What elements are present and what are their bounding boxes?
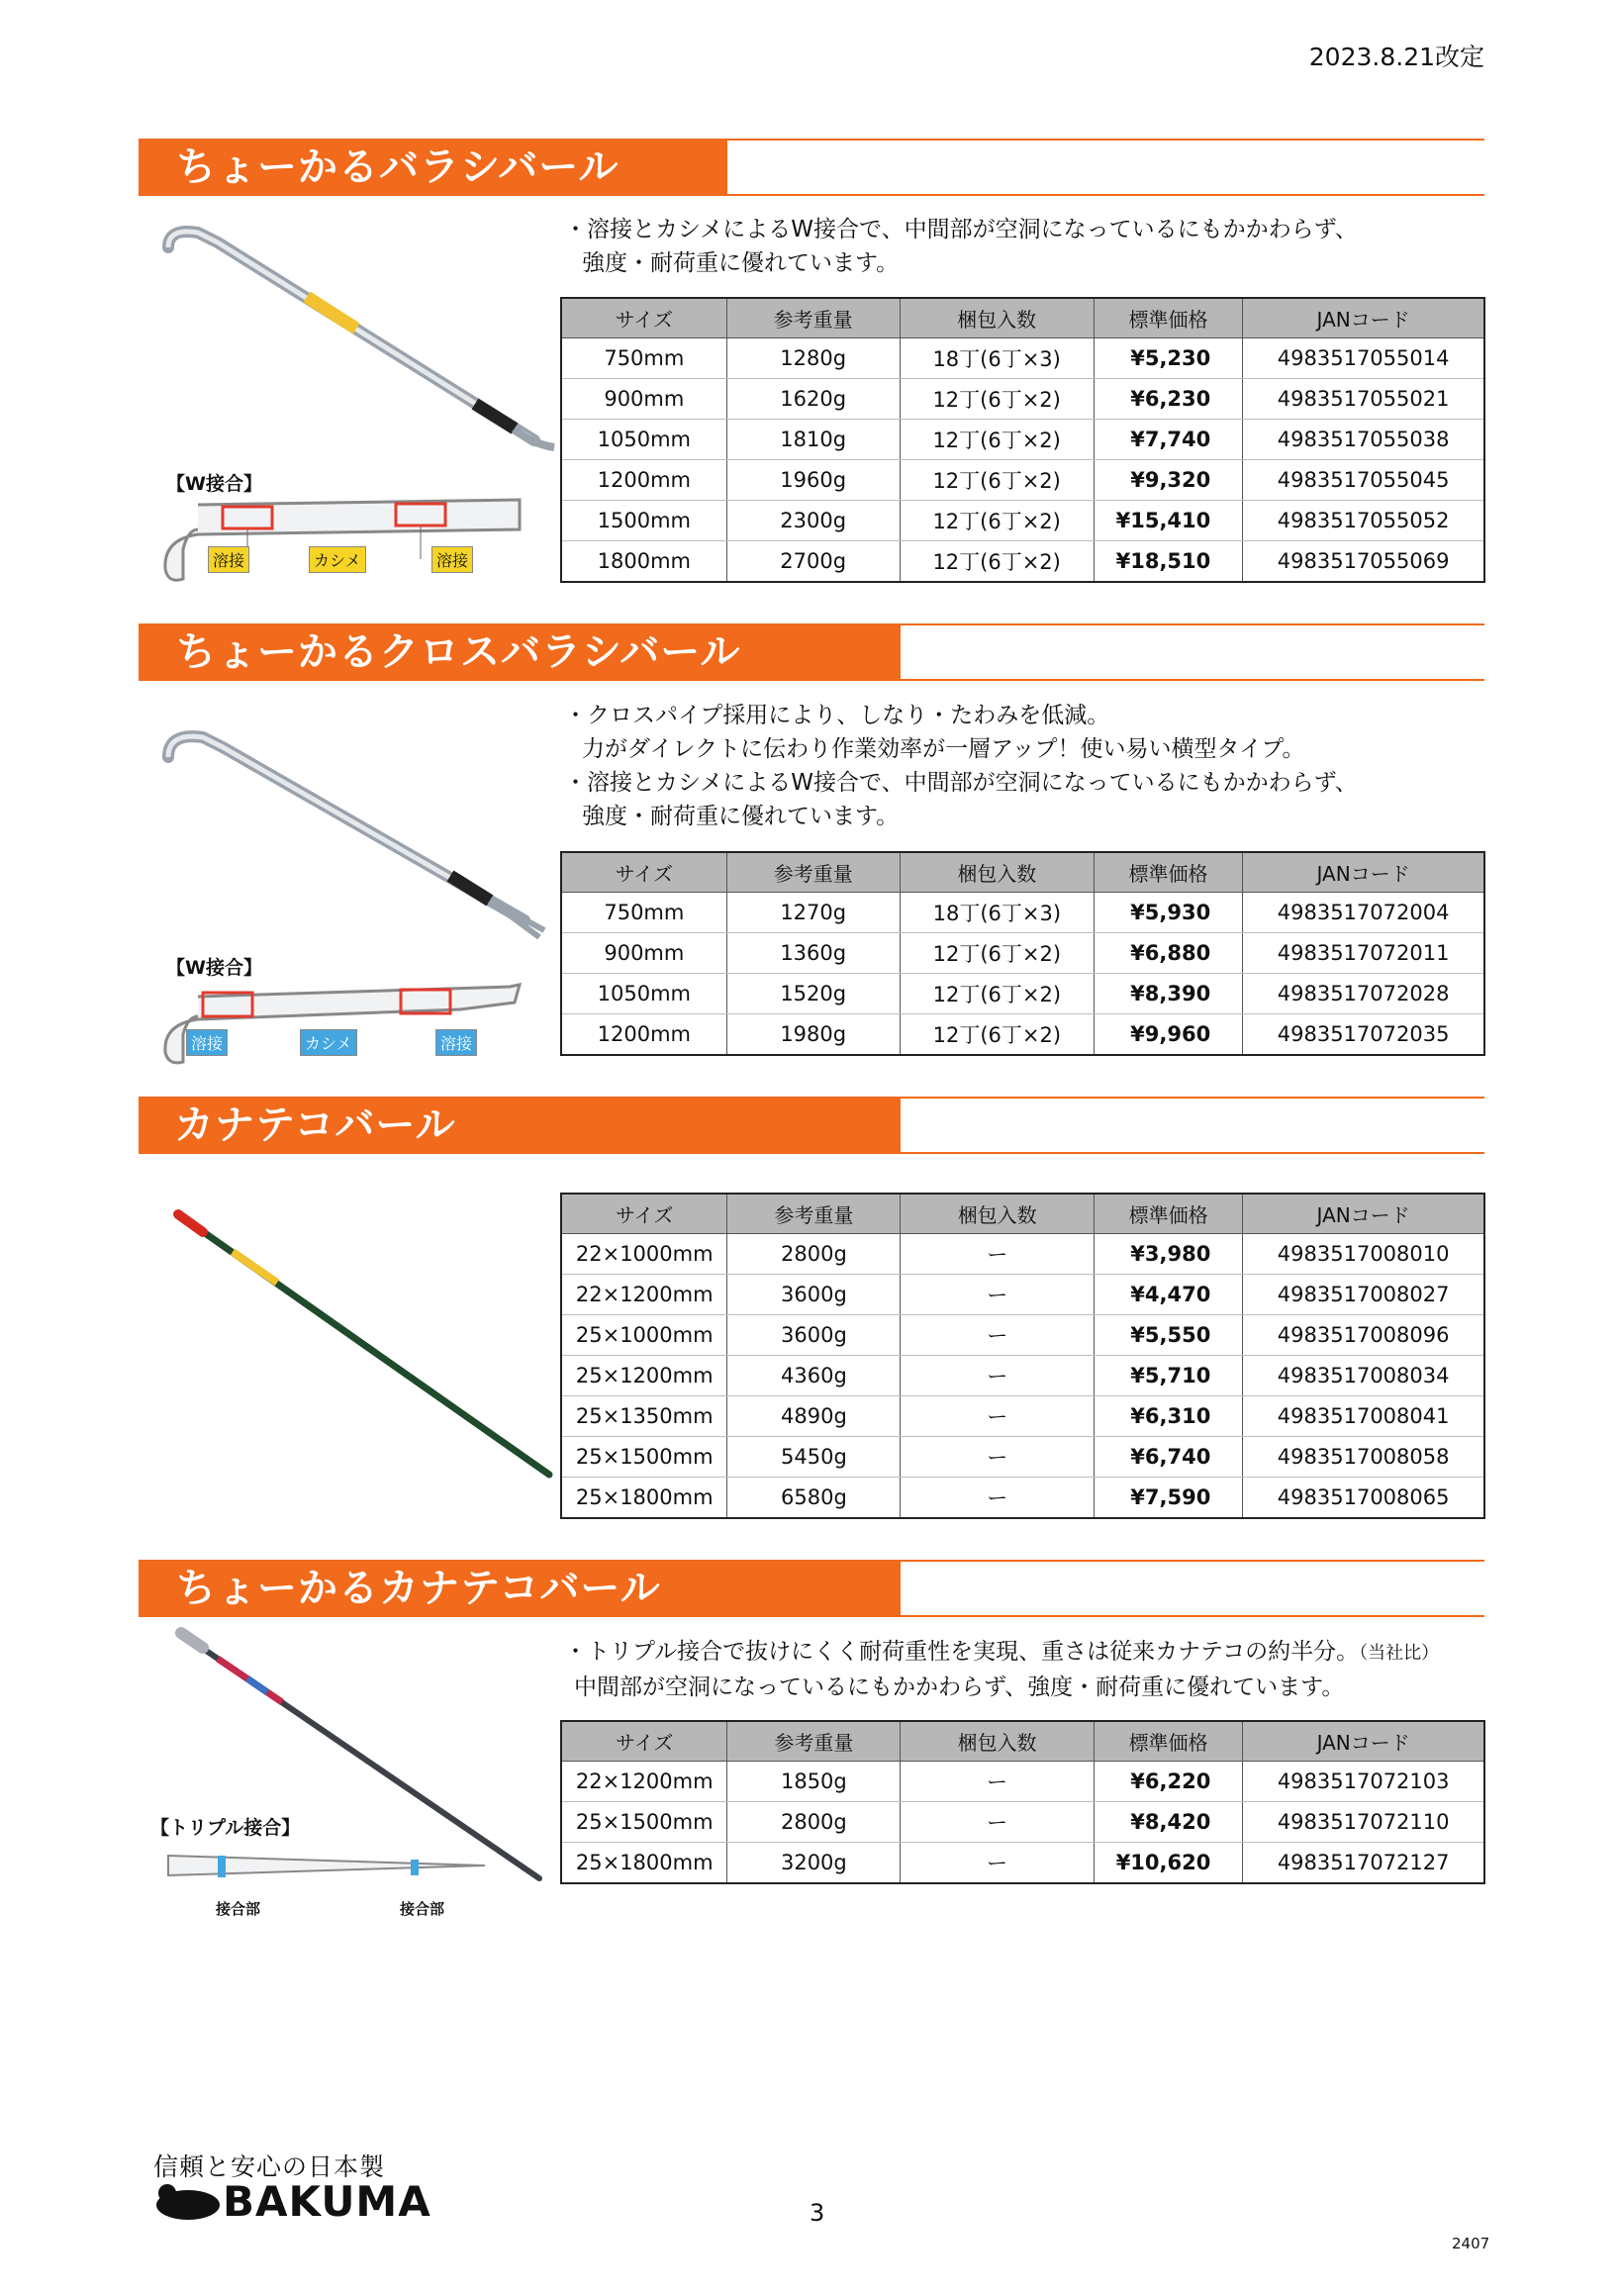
table-row: 1200mm 1980g 12丁(6丁×2) ¥9,960 4983517072035 xyxy=(561,1014,1484,1056)
joint-tag-caulk-1: カシメ xyxy=(309,546,366,573)
table-row: 25×1000mm 3600g ー ¥5,550 4983517008096 xyxy=(561,1315,1484,1356)
footer-tagline: 信頼と安心の日本製 xyxy=(153,2152,386,2181)
joint-label-1: 【W接合】 xyxy=(166,473,262,495)
table-row: 1050mm 1520g 12丁(6丁×2) ¥8,390 4983517072028 xyxy=(561,974,1484,1014)
section-title-2: ちょーかるクロスバラシバール xyxy=(176,629,741,675)
table-row: 1050mm 1810g 12丁(6丁×2) ¥7,740 4983517055038 xyxy=(561,420,1484,460)
joint-tag-weld-1b: 溶接 xyxy=(431,546,473,573)
spec-table-4: サイズ 参考重量 梱包入数 標準価格 JANコード 22×1200mm 1850g ー ¥6,220 4983517072103 25×1500mm 2800g ー ¥8,420 4983517072110 25×1800mm 3200g ー ¥10,620 4983517072127 xyxy=(560,1720,1485,1884)
table-row: 1500mm 2300g 12丁(6丁×2) ¥15,410 4983517055052 xyxy=(561,501,1484,541)
section-desc-2: ・クロスパイプ採用により、しなり・たわみを低減。 力がダイレクトに伝わり作業効率が一層アップ！使い易い横型タイプ。 ・溶接とカシメによるW接合で、中間部が空洞になっているにもかかわらず、 強度・耐荷重に優れています。 xyxy=(564,703,1358,829)
table-row: 22×1000mm 2800g ー ¥3,980 4983517008010 xyxy=(561,1234,1484,1275)
table-row: 1200mm 1960g 12丁(6丁×2) ¥9,320 4983517055045 xyxy=(561,460,1484,501)
bar-product-image-1 xyxy=(158,218,564,455)
spec-table-3: サイズ 参考重量 梱包入数 標準価格 JANコード 22×1000mm 2800g ー ¥3,980 4983517008010 22×1200mm 3600g ー ¥4,470 4983517008027 25×1000mm 3600g ー ¥5,550 4983517008096 25×1200mm 4360g ー ¥5,710 4983517008034 25×1350mm 4890g ー ¥6,310 4983517008041 25×1500mm 5450g ー ¥6,740 4983517008058 25×1800mm 6580g ー ¥7,590 4983517008065 xyxy=(560,1193,1485,1519)
joint-tag-4b: 接合部 xyxy=(400,1900,445,1918)
section-header-4 xyxy=(139,1560,1484,1617)
brand-logo-text: BAKUMA xyxy=(223,2177,431,2226)
table-row: 22×1200mm 1850g ー ¥6,220 4983517072103 xyxy=(561,1762,1484,1802)
table-row: 25×1350mm 4890g ー ¥6,310 4983517008041 xyxy=(561,1396,1484,1437)
joint-tag-weld-1: 溶接 xyxy=(208,546,249,573)
table-row: 900mm 1620g 12丁(6丁×2) ¥6,230 4983517055021 xyxy=(561,379,1484,420)
w-joint-diagram-1 xyxy=(153,490,529,594)
spec-table-1: サイズ 参考重量 梱包入数 標準価格 JANコード 750mm 1280g 18丁(6丁×3) ¥5,230 4983517055014 900mm 1620g 12丁(6丁×2) ¥6,230 4983517055021 1050mm 1810g 12丁(6丁×2) ¥7,740 4983517055038 1200mm 1960g 12丁(6丁×2) ¥9,320 4983517055045 1500mm 2300g 12丁(6丁×2) ¥15,410 4983517055052 1800mm 2700g 12丁(6丁×2) ¥18,510 4983517055069 xyxy=(560,297,1485,583)
table-row: 22×1200mm 3600g ー ¥4,470 4983517008027 xyxy=(561,1275,1484,1315)
section-desc-1: ・溶接とカシメによるW接合で、中間部が空洞になっているにもかかわらず、 強度・耐荷重に優れています。 xyxy=(564,217,1358,276)
crowbar-product-image-3 xyxy=(168,1202,564,1489)
table-row: 25×1200mm 4360g ー ¥5,710 4983517008034 xyxy=(561,1356,1484,1396)
joint-tag-weld-2: 溶接 xyxy=(186,1029,228,1056)
table-row: 750mm 1280g 18丁(6丁×3) ¥5,230 4983517055014 xyxy=(561,338,1484,379)
document-code: 2407 xyxy=(1452,2235,1490,2252)
table-row: 25×1800mm 6580g ー ¥7,590 4983517008065 xyxy=(561,1478,1484,1519)
page-number: 3 xyxy=(810,2199,825,2227)
w-joint-diagram-2 xyxy=(153,975,529,1074)
table-row: 750mm 1270g 18丁(6丁×3) ¥5,930 4983517072004 xyxy=(561,893,1484,933)
joint-tag-caulk-2: カシメ xyxy=(300,1029,357,1056)
bar-product-image-2 xyxy=(158,718,564,945)
spec-table-2: サイズ 参考重量 梱包入数 標準価格 JANコード 750mm 1270g 18丁(6丁×3) ¥5,930 4983517072004 900mm 1360g 12丁(6丁×2) ¥6,880 4983517072011 1050mm 1520g 12丁(6丁×2) ¥8,390 4983517072028 1200mm 1980g 12丁(6丁×2) ¥9,960 4983517072035 xyxy=(560,851,1485,1056)
section-desc-4: ・トリプル接合で抜けにくく耐荷重性を実現、重さは従来カナテコの約半分。（当社比） 中間部が空洞になっているにもかかわらず、強度・耐荷重に優れています。 xyxy=(564,1639,1440,1700)
joint-tag-weld-2b: 溶接 xyxy=(435,1029,477,1056)
section-title-1: ちょーかるバラシバール xyxy=(176,144,620,190)
triple-joint-diagram-4 xyxy=(158,1846,495,1895)
revision-date: 2023.8.21改定 xyxy=(1308,43,1484,71)
joint-label-2: 【W接合】 xyxy=(166,957,262,979)
section-title-4: ちょーかるカナテコバール xyxy=(176,1566,661,1611)
section-header-2 xyxy=(139,623,1484,681)
table-row: 900mm 1360g 12丁(6丁×2) ¥6,880 4983517072011 xyxy=(561,933,1484,974)
section-title-3: カナテコバール xyxy=(174,1102,456,1148)
table-row: 25×1500mm 5450g ー ¥6,740 4983517008058 xyxy=(561,1437,1484,1478)
section-header-1 xyxy=(139,139,1484,196)
joint-label-4: 【トリプル接合】 xyxy=(150,1817,301,1839)
joint-tag-4a: 接合部 xyxy=(216,1900,261,1918)
bear-logo-icon xyxy=(153,2181,223,2223)
table-row: 1800mm 2700g 12丁(6丁×2) ¥18,510 4983517055069 xyxy=(561,541,1484,583)
section-header-3 xyxy=(139,1097,1484,1154)
table-row: 25×1800mm 3200g ー ¥10,620 4983517072127 xyxy=(561,1843,1484,1884)
table-row: 25×1500mm 2800g ー ¥8,420 4983517072110 xyxy=(561,1802,1484,1843)
